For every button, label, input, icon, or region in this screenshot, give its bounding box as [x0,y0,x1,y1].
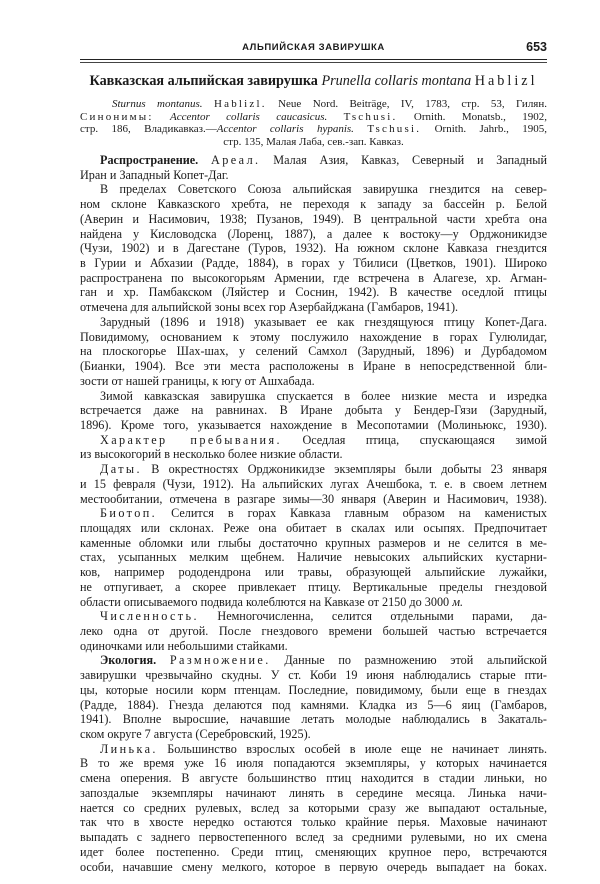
text-line [80,492,547,507]
text-line [80,344,547,359]
text-segment: (Чузи, 1902) и в Дагестане (Туров, 1932). На южном склоне Кавказа гнездится [80,241,547,256]
bold-heading-text: Распространение. [100,153,199,167]
text-line [80,168,547,183]
text-segment: стр. 135, Малая Лаба, сев.-зап. Кавказ. [223,135,404,148]
italic-text: м. [452,594,464,609]
text-segment: В то же время уже 16 июля попадаются экземпляры, у которых начинается [80,756,547,771]
text-line [80,136,547,149]
text-segment [327,111,343,123]
text-segment: 1941). Вполне выросшие, начавшие летать молодые наблюдались в Закаталь- [80,712,547,727]
text-segment [156,653,170,667]
text-segment: зости от нашей границы, к югу от Ашхабада. [80,373,315,388]
text-segment: Малая Азия, Кавказ, Северный и Западный [260,153,547,167]
text-segment: леко одна от другой. После гнездового времени большей частью встречается [80,624,547,638]
text-line [80,506,547,521]
text-segment: площадях или склонах. Реже она обитает в скалах или осыпях. Предпочитает [80,520,547,535]
spaced-heading-text: Tschusi. [343,110,398,123]
text-line [80,742,547,757]
text-segment: идет более постепенно. Среди птиц, сменяющих крупное перо, встречаются [80,844,547,859]
text-segment: Оседлая птица, спускающаяся зимой [281,432,547,447]
bold-heading-text: Экология. [100,653,157,668]
text-line [80,182,547,197]
text-line [80,330,547,345]
text-segment: на плоскогорье Шах-шах, у селений Самхол (Зарудный, 1896) и Дурбадомом [80,344,547,359]
text-segment: Neue Nord. Beiträge, IV, 1783, стр. 53, Гилян. [266,98,548,110]
text-line [80,653,547,668]
spaced-heading-text: Характер пребывания. [100,432,282,447]
text-line [80,462,547,477]
header-rule [80,59,547,63]
text-line [80,801,547,816]
italic-text: Accentor collaris hypanis. [216,123,354,136]
text-line [80,98,547,111]
text-line [80,698,547,713]
text-segment: местообитании, отмечена в разгаре зимы—30 января (Аверин и Насимович, 1938). [80,491,547,506]
text-segment: 1896). Кроме того, указывается нахождение в Месопотамии (Молиньюкс, 1930). [80,417,547,432]
text-segment: встречается даже на равнинах. В Иране добыта у Бендер-Гязи (Зарудный, [80,403,547,418]
text-segment: Иран и Западный Копет-Даг. [80,167,229,182]
body-text [80,153,547,874]
spaced-heading-text: Численность. [100,609,199,624]
text-line [80,815,547,830]
text-segment [198,153,211,167]
text-segment: Ornith. Jahrb., 1905, [421,123,547,136]
text-line [80,256,547,271]
text-segment: запоздалые экземпляры начинают линять в середине месяца. Линька начи- [80,785,547,800]
spaced-heading-text: Линька. [100,741,158,756]
text-line [80,241,547,256]
spaced-heading-text: Синонимы: [80,110,154,123]
text-line [80,403,547,418]
text-segment: В окрестностях Орджоникидзе экземпляры были добыты 23 января [141,462,547,477]
text-segment: одиночками или небольшими стайками. [80,638,288,653]
running-header [80,40,547,58]
page-number: 653 [526,40,547,54]
text-line [80,418,547,433]
text-segment: ган и хр. Памбакском (Ляйстер и Соснин, 1942). В качестве оседлой птицы [80,285,547,300]
text-segment: ском округе 7 августа (Серебровский, 1925). [80,727,311,742]
text-line [80,271,547,286]
text-segment: Зарудный (1896 и 1918) указывает ее как гнездящуюся птицу Копет-Дага. [100,314,547,329]
spaced-heading-text: Даты. [100,462,142,477]
text-segment: стах, усыпанных мелким щебнем. Наличие невысоких альпийских кустарни- [80,550,547,565]
text-segment: завирушки чрезвычайно скудны. У ст. Коби 19 июня наблюдались старые пти- [80,668,547,683]
text-segment: распространена по высокогорьям Армении, где встречена в Алагезе, хр. Агман- [80,270,547,285]
text-segment: (Радде, 1884). Гнезда делаются под камнями. Кладка из 5—6 яиц (Гамбаров, [80,697,547,712]
text-line [80,389,547,404]
spaced-heading-text: Размножение. [169,653,271,668]
running-title: АЛЬПИЙСКАЯ ЗАВИРУШКА [242,42,385,53]
text-segment: области описываемого подвида колеблются на Кавказе от 2150 до 3000 [80,594,453,609]
text-line [80,111,547,124]
text-line [80,285,547,300]
text-segment: особи, начавшие смену мелкого, которое в первую очередь выпадает на боках. [80,859,547,874]
text-segment: ков, например рододендрона или травы, образующей альпийские лужайки, [80,565,547,580]
text-segment: выпадать с заднего первостепенного вслед за средними рулевыми, но их смена [80,830,547,845]
text-segment: Данные по размножению этой альпийской [270,653,547,668]
synonymy-block [80,98,547,148]
spaced-heading-text: Ареал. [211,153,261,167]
text-line [80,447,547,462]
text-line [80,521,547,536]
text-line [80,712,547,727]
italic-text: Prunella collaris montana [321,73,475,89]
text-segment: цы, которые носили корм птенцам. Последние, повидимому, были еще в гнездах [80,682,547,697]
text-line [80,639,547,654]
text-line [80,359,547,374]
text-line [80,580,547,595]
text-segment: смена оперения. В августе большинство птиц находится в стадии линьки, но [80,771,547,786]
text-segment: Повидимому, основанием к этому послужило нахождение в горах Гулюлидаг, [80,329,547,344]
text-segment: найдена у Кисловодска (Лоренц, 1887), а далее к востоку—у Орджоникидзе [80,226,547,241]
text-segment: в Гурии и Абхазии (Радде, 1884), в горах у Тбилиси (Цветков, 1901). Широко [80,256,547,271]
text-line [80,433,547,448]
text-line [80,786,547,801]
text-segment: Большинство взрослых особей в июле еще не начинает линять. [157,741,547,756]
text-segment: стр. 186, Владикавказ.— [80,123,217,136]
text-segment: (Аверин и Насимович, 1938; Пузанов, 1949). В центральной части хребта она [80,211,547,226]
text-segment: из высокогорий в несколько более низкие области. [80,447,343,462]
text-segment: так что в хвосте нередко остаются только крайние перья. Маховые начинают [80,815,547,830]
text-line [80,197,547,212]
text-segment: каменные обломки или глыбы достаточно крупных размеров и не селится в ме- [80,535,547,550]
text-segment: отмечена для альпийской зоны всех гор Азербайджана (Гамбаров, 1941). [80,300,459,315]
text-segment: Немногочисленна, селится отдельными парами, да- [198,609,547,624]
text-segment: и 15 февраля (Чузи, 1912). На альпийских лугах Ачешбока, т. е. в своем летнем [80,476,547,491]
text-segment: ном склоне Кавказского хребта, не переходя к западу за бассейн р. Белой [80,197,547,212]
text-line [80,536,547,551]
text-segment: (Бианки, 1904). Все эти места расположены в Иране в непосредственной бли- [80,359,547,374]
text-line [80,477,547,492]
text-segment [154,111,170,123]
text-segment: В пределах Советского Союза альпийская завирушка гнездится на север- [100,182,547,197]
text-line [80,227,547,242]
text-segment: нается со средних рулевых, вслед за которыми сразу же выпадают остальные, [80,800,547,815]
spaced-heading-text: Hablizl [474,73,538,89]
text-line [80,315,547,330]
text-line [80,756,547,771]
text-segment: не отпугивает, а скорее привлекает птицу. Вертикальные пределы гнездовой [80,579,547,594]
section-title [80,73,547,90]
spaced-heading-text: Hablizl. [213,98,267,110]
italic-text: Accentor collaris caucasicus. [170,110,328,123]
text-line [80,374,547,389]
text-line [80,123,547,136]
text-line [80,668,547,683]
text-segment: Селится в горах Кавказа главным образом на каменистых [157,506,547,521]
spaced-heading-text: Биотоп. [100,506,158,521]
text-line [80,830,547,845]
text-line [80,727,547,742]
bold-heading-text: Кавказская альпийская завирушка [89,73,322,89]
text-line [80,845,547,860]
text-line [80,565,547,580]
text-line [80,595,547,610]
text-line [80,609,547,624]
text-line [80,153,547,168]
text-segment [203,98,214,110]
text-segment: Зимой кавказская завирушка спускается в более низкие места и изредка [100,388,547,403]
text-line [80,683,547,698]
text-line [80,550,547,565]
text-segment: Ornith. Monatsb., 1902, [397,110,547,123]
text-segment [354,123,367,135]
text-line [80,771,547,786]
spaced-heading-text: Tschusi. [367,123,422,136]
text-line [80,212,547,227]
text-line [80,300,547,315]
text-line [80,860,547,875]
text-line [80,624,547,639]
italic-text: Sturnus montanus. [112,98,203,110]
